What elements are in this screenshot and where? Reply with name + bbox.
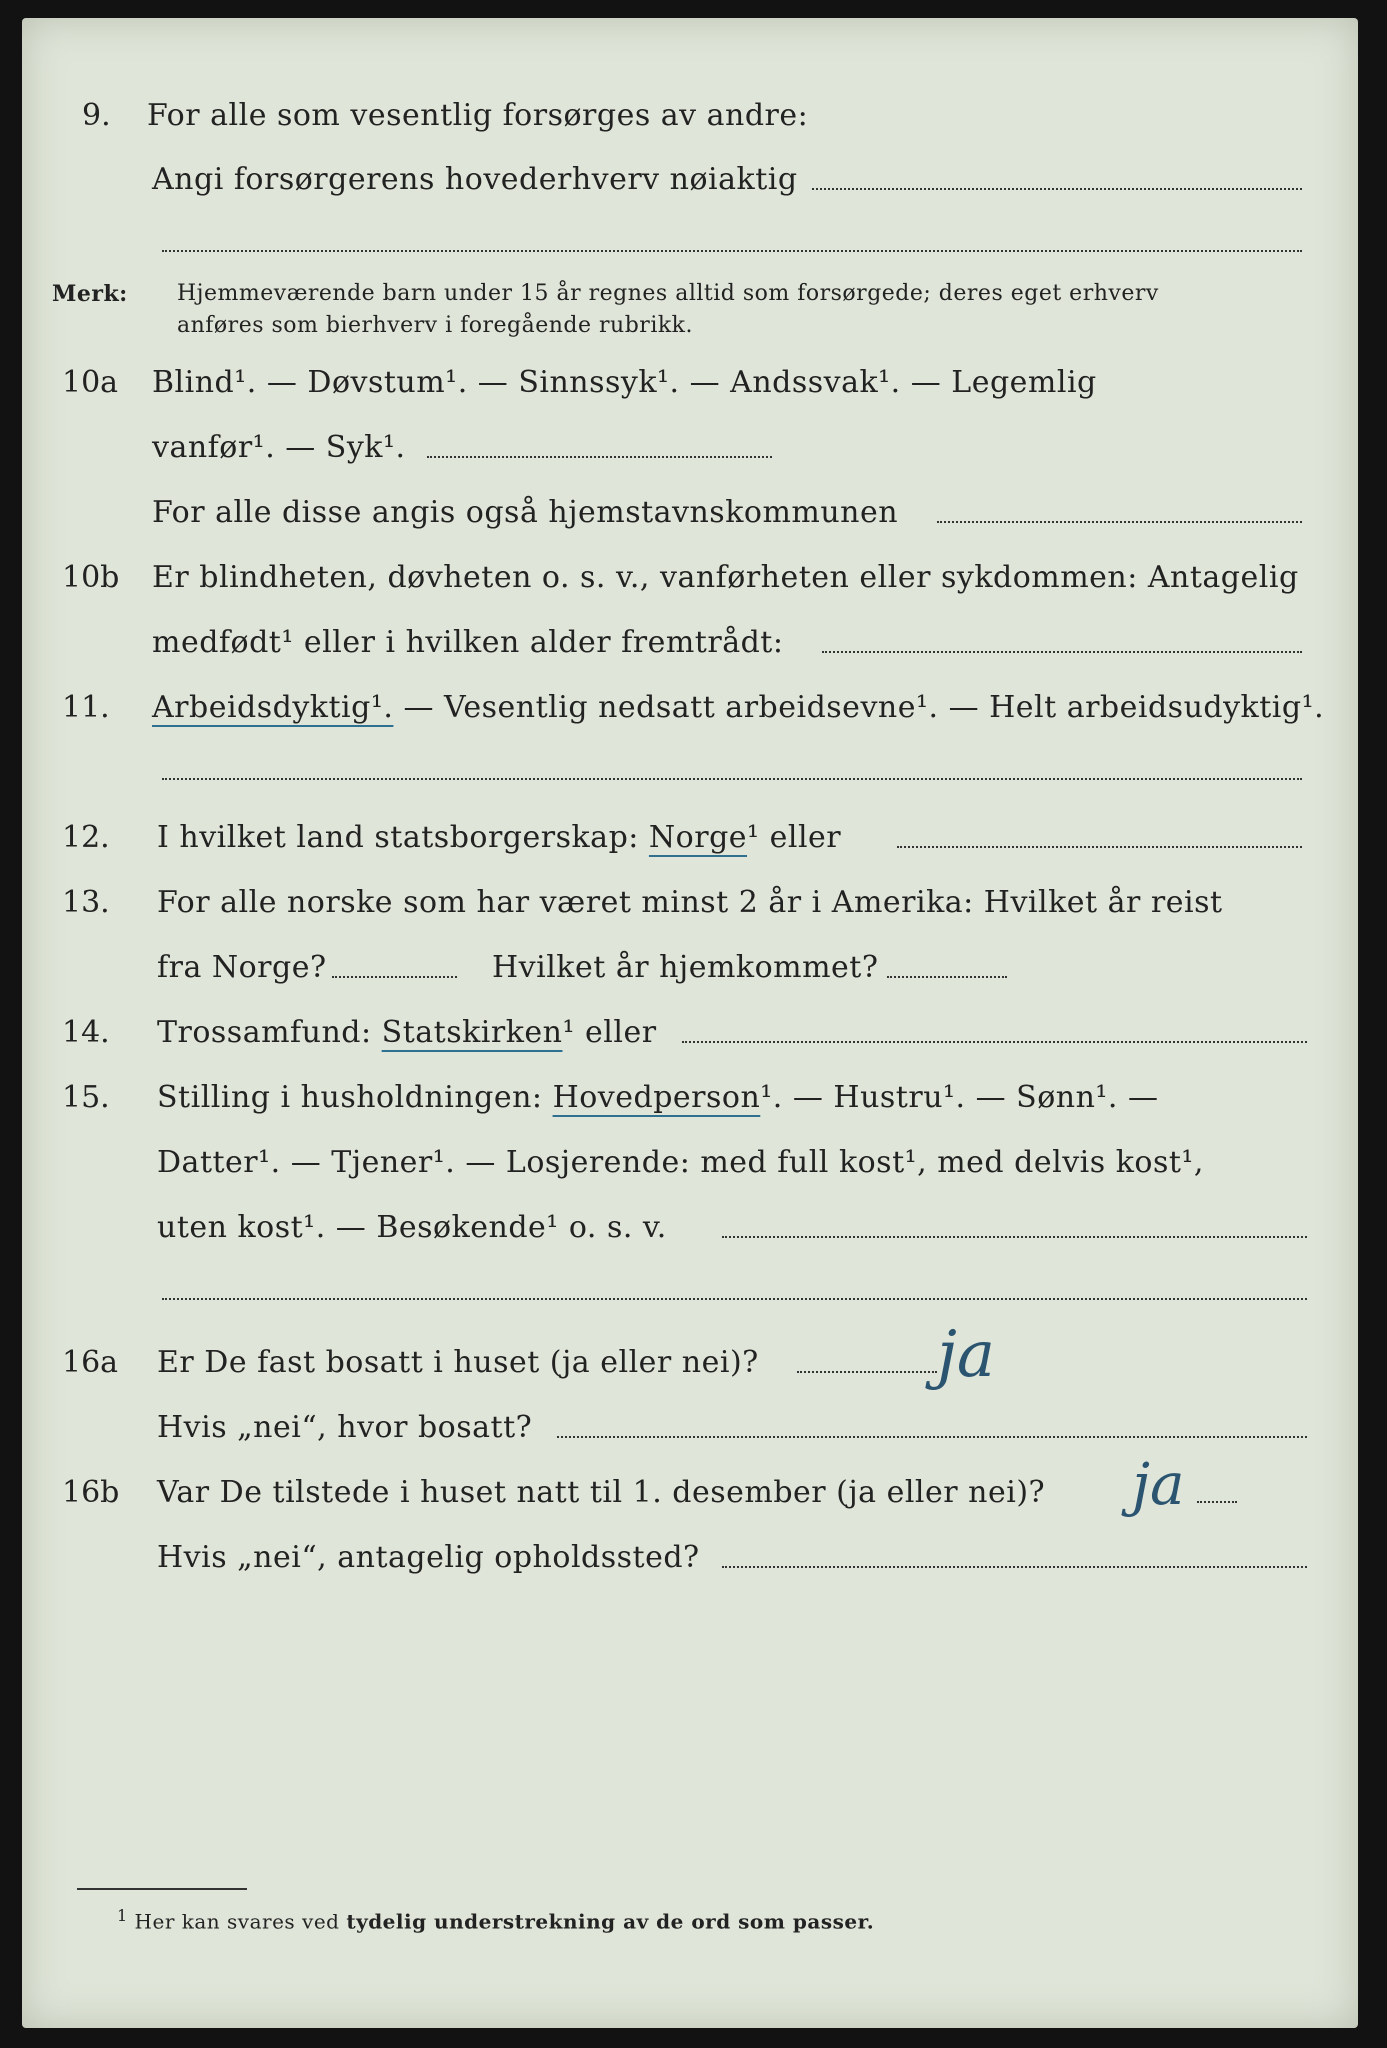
q15-line3: uten kost¹. — Besøkende¹ o. s. v. [157, 1210, 667, 1245]
q15-line1-rest: ¹. — Hustru¹. — Sønn¹. — [760, 1080, 1159, 1115]
q9-line2: Angi forsørgerens hovederhverv nøiaktig [152, 162, 798, 197]
census-form-page [22, 18, 1358, 2028]
q12-suffix: ¹ eller [747, 820, 842, 855]
merk-line2: anføres som bierhverv i foregående rubrikk. [177, 313, 694, 338]
q14-line [157, 1013, 657, 1053]
q16b-opholdssted-line[interactable] [722, 1566, 1307, 1568]
q16a-answer-line[interactable] [797, 1371, 937, 1373]
q15-number: 15. [62, 1080, 110, 1115]
q16b-line2: Hvis „nei“, antagelig opholdssted? [157, 1540, 700, 1575]
merk-line1: Hjemmeværende barn under 15 år regnes alltid som forsørgede; deres eget erhverv [177, 281, 1159, 306]
q13-number: 13. [62, 885, 110, 920]
q9-line1: For alle som vesentlig forsørges av andre: [147, 98, 809, 133]
q16a-number: 16a [62, 1345, 119, 1380]
footnote-rule [77, 1888, 247, 1890]
footnote-mark: 1 [117, 1906, 128, 1925]
q13-line2b: Hvilket år hjemkommet? [492, 950, 879, 985]
footnote-text-plain: Her kan svares ved [134, 1909, 347, 1934]
q12-selected-answer: Norge [648, 820, 748, 855]
q10b-answer-line[interactable] [822, 651, 1302, 653]
q16b-handwritten-answer: ja [1132, 1450, 1185, 1518]
q12-line [157, 818, 841, 858]
q9-number: 9. [82, 98, 111, 133]
q10b-number: 10b [62, 560, 120, 595]
q10a-syk-line[interactable] [427, 456, 772, 458]
q10a-number: 10a [62, 365, 119, 400]
footnote-text-bold: tydelig understrekning av de ord som passer. [346, 1909, 875, 1934]
q11-selected-option: Arbeidsdyktig¹. [152, 690, 394, 725]
q13-hjemkommet-line[interactable] [887, 976, 1007, 978]
q14-suffix: ¹ eller [562, 1015, 657, 1050]
q15-answer-line[interactable] [722, 1236, 1307, 1238]
q14-answer-line[interactable] [682, 1041, 1307, 1043]
q16b-answer-line[interactable] [1197, 1501, 1237, 1503]
q13-reist-line[interactable] [332, 976, 457, 978]
q15-prefix: Stilling i husholdningen: [157, 1080, 553, 1115]
q10b-line1: Er blindheten, døvheten o. s. v., vanførheten eller sykdommen: Antagelig [152, 560, 1299, 595]
q10a-line2: vanfør¹. — Syk¹. [152, 430, 406, 465]
q16b-number: 16b [62, 1475, 120, 1510]
q10a-line3: For alle disse angis også hjemstavnskommunen [152, 495, 899, 530]
q12-number: 12. [62, 820, 110, 855]
q12-answer-line[interactable] [897, 846, 1302, 848]
q12-prefix: I hvilket land statsborgerskap: [157, 820, 649, 855]
merk-label: Merk: [52, 281, 128, 307]
q15-selected-answer: Hovedperson [552, 1080, 761, 1115]
q11-number: 11. [62, 690, 110, 725]
q10a-line1: Blind¹. — Døvstum¹. — Sinnssyk¹. — Andssvak¹. — Legemlig [152, 365, 1097, 400]
q10a-kommune-line[interactable] [937, 521, 1302, 523]
q14-selected-answer: Statskirken [381, 1015, 563, 1050]
q15-answer-line-2[interactable] [162, 1298, 1307, 1300]
q13-line1: For alle norske som har været minst 2 år i Amerika: Hvilket år reist [157, 885, 1223, 920]
q15-line1 [157, 1078, 1159, 1118]
q16a-line1: Er De fast bosatt i huset (ja eller nei)? [157, 1345, 759, 1380]
q15-line2: Datter¹. — Tjener¹. — Losjerende: med full kost¹, med delvis kost¹, [157, 1145, 1204, 1180]
q16a-line2: Hvis „nei“, hvor bosatt? [157, 1410, 533, 1445]
q9-answer-line[interactable] [812, 188, 1302, 190]
q13-line2a: fra Norge? [157, 950, 327, 985]
q14-prefix: Trossamfund: [157, 1015, 382, 1050]
q10b-line2: medfødt¹ eller i hvilken alder fremtrådt: [152, 625, 784, 660]
q11-rest: — Vesentlig nedsatt arbeidsevne¹. — Helt arbeidsudyktig¹. [393, 690, 1325, 725]
q16a-bosatt-line[interactable] [557, 1436, 1307, 1438]
q16b-line1: Var De tilstede i huset natt til 1. desember (ja eller nei)? [157, 1475, 1046, 1510]
q14-number: 14. [62, 1015, 110, 1050]
q11-answer-line[interactable] [162, 778, 1302, 780]
q11-line [152, 688, 1324, 728]
footnote [117, 1900, 874, 1938]
q16a-handwritten-answer: ja [937, 1318, 995, 1392]
q9-answer-line-2[interactable] [162, 250, 1302, 252]
